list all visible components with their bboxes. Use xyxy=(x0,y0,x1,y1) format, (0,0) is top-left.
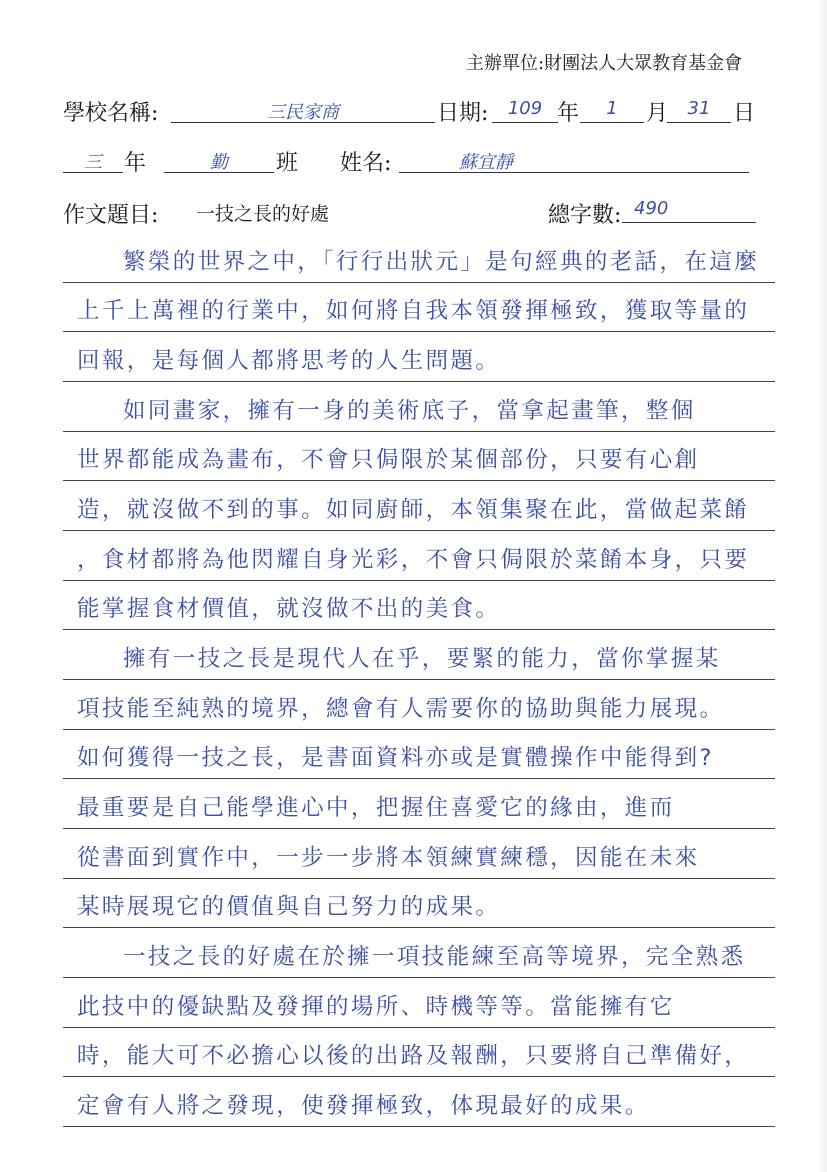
essay-line-18 xyxy=(63,1076,775,1127)
essay-line-text: 此技中的優缺點及發揮的場所、時機等等。當能擁有它 xyxy=(77,993,675,1020)
topic-label: 作文題目: xyxy=(63,203,159,228)
essay-line-6 xyxy=(63,480,775,531)
essay-line-text: 項技能至純熟的境界，總會有人需要你的協助與能力展現。 xyxy=(77,695,725,722)
essay-line-1 xyxy=(63,232,775,283)
essay-line-17 xyxy=(63,1027,775,1078)
month-value: 1 xyxy=(606,98,618,119)
essay-line-12 xyxy=(63,778,775,829)
essay-line-16 xyxy=(63,977,775,1028)
year-value: 109 xyxy=(507,98,543,119)
month-field xyxy=(580,98,644,123)
essay-line-8 xyxy=(63,580,775,631)
class-value: 勤 xyxy=(210,152,228,173)
class-field xyxy=(164,148,274,173)
essay-line-text: ，食材都將為他閃耀自身光彩，不會只侷限於菜餚本身，只要 xyxy=(77,546,750,573)
essay-line-text: 回報，是每個人都將思考的人生問題。 xyxy=(77,347,501,374)
essay-line-2 xyxy=(63,282,775,333)
essay-line-13 xyxy=(63,828,775,879)
essay-line-text: 定會有人將之發現，使發揮極致，体現最好的成果。 xyxy=(77,1092,650,1119)
sponsor-line: 主辦單位:財團法人大眾教育基金會 xyxy=(466,53,743,74)
topic-value: 一技之長的好處 xyxy=(196,203,330,225)
essay-line-10 xyxy=(63,679,775,730)
day-field xyxy=(667,98,731,123)
school-field xyxy=(171,98,435,123)
essay-line-text: 能掌握食材價值，就沒做不出的美食。 xyxy=(77,596,501,623)
essay-line-14 xyxy=(63,878,775,929)
essay-line-text: 一技之長的好處在於擁一項技能練至高等境界，完全熟悉 xyxy=(123,943,746,970)
grade-value: 三 xyxy=(84,152,102,173)
essay-line-text: 時，能大可不必擔心以後的出路及報酬，只要將自己準備好， xyxy=(77,1043,750,1070)
class-label: 班 xyxy=(276,151,299,176)
essay-line-3 xyxy=(63,331,775,382)
date-label: 日期: xyxy=(437,101,489,126)
essay-line-11 xyxy=(63,729,775,780)
grade-field xyxy=(63,148,123,173)
essay-line-text: 從書面到實作中，一步一步將本領練實練穩，因能在未來 xyxy=(77,844,700,871)
scan-edge xyxy=(815,0,827,1172)
essay-line-4 xyxy=(63,381,775,432)
day-label: 日 xyxy=(733,101,756,126)
essay-line-9 xyxy=(63,629,775,680)
day-value: 31 xyxy=(687,98,711,119)
essay-line-text: 擁有一技之長是現代人在乎，要緊的能力，當你掌握某 xyxy=(123,645,721,672)
year-label: 年 xyxy=(557,101,580,126)
word-count-field xyxy=(622,198,756,223)
essay-line-text: 世界都能成為畫布，不會只侷限於某個部份，只要有心創 xyxy=(77,447,700,474)
essay-line-text: 如何獲得一技之長，是書面資料亦或是實體操作中能得到? xyxy=(77,745,714,772)
essay-line-5 xyxy=(63,431,775,482)
essay-line-text: 造，就沒做不到的事。如同廚師，本領集聚在此，當做起菜餚 xyxy=(77,496,750,523)
essay-line-text: 某時展現它的價值與自己努力的成果。 xyxy=(77,894,501,921)
month-label: 月 xyxy=(646,101,669,126)
essay-line-7 xyxy=(63,530,775,581)
essay-line-15 xyxy=(63,927,775,978)
essay-line-text: 如同畫家，擁有一身的美術底子，當拿起畫筆，整個 xyxy=(123,397,696,424)
essay-line-text: 繁榮的世界之中，「行行出狀元」是句經典的老話，在這麼 xyxy=(123,248,760,275)
essay-line-text: 最重要是自己能學進心中，把握住喜愛它的緣由，進而 xyxy=(77,794,675,821)
name-field xyxy=(399,148,749,173)
word-count-value: 490 xyxy=(634,198,669,219)
school-value: 三民家商 xyxy=(267,102,339,123)
word-count-label: 總字數: xyxy=(548,203,622,228)
name-label: 姓名: xyxy=(340,151,392,176)
grade-label: 年 xyxy=(124,151,147,176)
school-label: 學校名稱: xyxy=(63,101,159,126)
name-value: 蘇宜靜 xyxy=(459,152,513,173)
year-field xyxy=(492,98,558,123)
essay-line-text: 上千上萬裡的行業中，如何將自我本領發揮極致，獲取等量的 xyxy=(77,298,750,325)
